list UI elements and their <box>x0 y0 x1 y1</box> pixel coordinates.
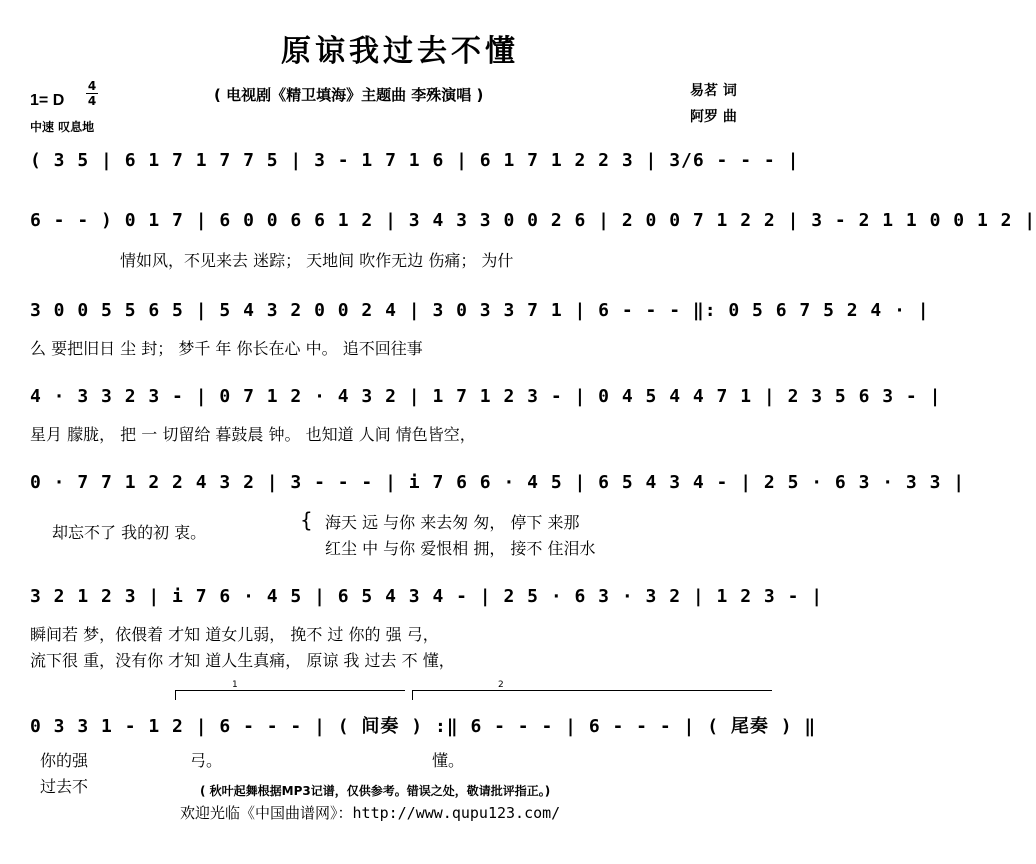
time-signature <box>86 80 98 107</box>
lyric-row-7c: 弓。 <box>190 751 223 770</box>
lyricist-credit: 易茗 词 <box>690 83 737 99</box>
volta-number-1: 1 <box>232 680 238 690</box>
meter-top: 4 <box>87 79 97 93</box>
score-row-7: 0 3 3 1 - 1 2 | 6 - - - | ( 间奏 ) :‖ 6 - - - | 6 - - - | ( 尾奏 ) ‖ <box>30 716 817 737</box>
lyric-row-4: 星月 朦胧， 把 一 切留给 暮鼓晨 钟。 也知道 人间 情色皆空， <box>30 425 476 444</box>
score-row-5: 0 · 7 7 1 2 2 4 3 2 | 3 - - - | i 7 6 6 · 4 5 | 6 5 4 3 4 - | 2 5 · 6 3 · 3 3 | <box>30 472 966 493</box>
lyric-row-6a: 瞬间若 梦，依偎着 才知 道女儿弱， 挽不 过 你的 强 弓， <box>30 625 439 644</box>
volta-bracket-1 <box>175 690 405 691</box>
score-row-2: 6 - - ) 0 1 7 | 6 0 0 6 6 1 2 | 3 4 3 3 0 0 2 6 | 2 0 0 7 1 2 2 | 3 - 2 1 1 0 0 1 2 | <box>30 210 1036 231</box>
volta-bracket-1-tick <box>175 690 176 700</box>
composer-credit: 阿罗 曲 <box>690 109 737 125</box>
key-signature: 1= D <box>30 92 65 109</box>
lyric-row-5c: 红尘 中 与你 爱恨相 拥， 接不 住泪水 <box>325 539 596 558</box>
lyric-row-7a: 你的强 <box>40 751 89 770</box>
verse-brace: { <box>300 508 313 532</box>
tempo-marking: 中速 叹息地 <box>30 120 95 134</box>
score-row-4: 4 · 3 3 2 3 - | 0 7 1 2 · 4 3 2 | 1 7 1 2 3 - | 0 4 5 4 4 7 1 | 2 3 5 6 3 - | <box>30 386 942 407</box>
score-row-6: 3 2 1 2 3 | i 7 6 · 4 5 | 6 5 4 3 4 - | 2 5 · 6 3 · 3 2 | 1 2 3 - | <box>30 586 824 607</box>
score-row-3: 3 0 0 5 5 6 5 | 5 4 3 2 0 0 2 4 | 3 0 3 3 7 1 | 6 - - - ‖: 0 5 6 7 5 2 4 · | <box>30 300 930 321</box>
lyric-row-2: 情如风，不见来去 迷踪； 天地间 吹作无边 伤痛； 为什 <box>120 251 514 270</box>
lyric-row-7b: 过去不 <box>40 777 89 796</box>
score-row-1: ( 3 5 | 6 1 7 1 7 7 5 | 3 - 1 7 1 6 | 6 1 7 1 2 2 3 | 3/6 - - - | <box>30 150 800 171</box>
lyric-row-5a: 却忘不了 我的初 衷。 <box>52 523 207 542</box>
meter-bottom: 4 <box>87 94 97 108</box>
transcriber-note: ( 秋叶起舞根据MP3记谱，仅供参考。错误之处，敬请批评指正。) <box>200 784 551 798</box>
lyric-row-7d: 懂。 <box>432 751 465 770</box>
site-link[interactable]: 欢迎光临《中国曲谱网》：http://www.qupu123.com/ <box>180 804 561 822</box>
song-subtitle: ( 电视剧《精卫填海》主题曲 李殊演唱 ) <box>214 86 484 104</box>
volta-bracket-2 <box>412 690 772 691</box>
volta-bracket-2-tick <box>412 690 413 700</box>
volta-number-2: 2 <box>498 680 504 690</box>
lyric-row-5b: 海天 远 与你 来去匆 匆， 停下 来那 <box>325 513 580 532</box>
lyric-row-3: 么 要把旧日 尘 封； 梦千 年 你长在心 中。 追不回往事 <box>30 339 423 358</box>
lyric-row-6b: 流下很 重，没有你 才知 道人生真痛， 原谅 我 过去 不 懂， <box>30 651 455 670</box>
page-title: 原谅我过去不懂 <box>281 34 519 69</box>
